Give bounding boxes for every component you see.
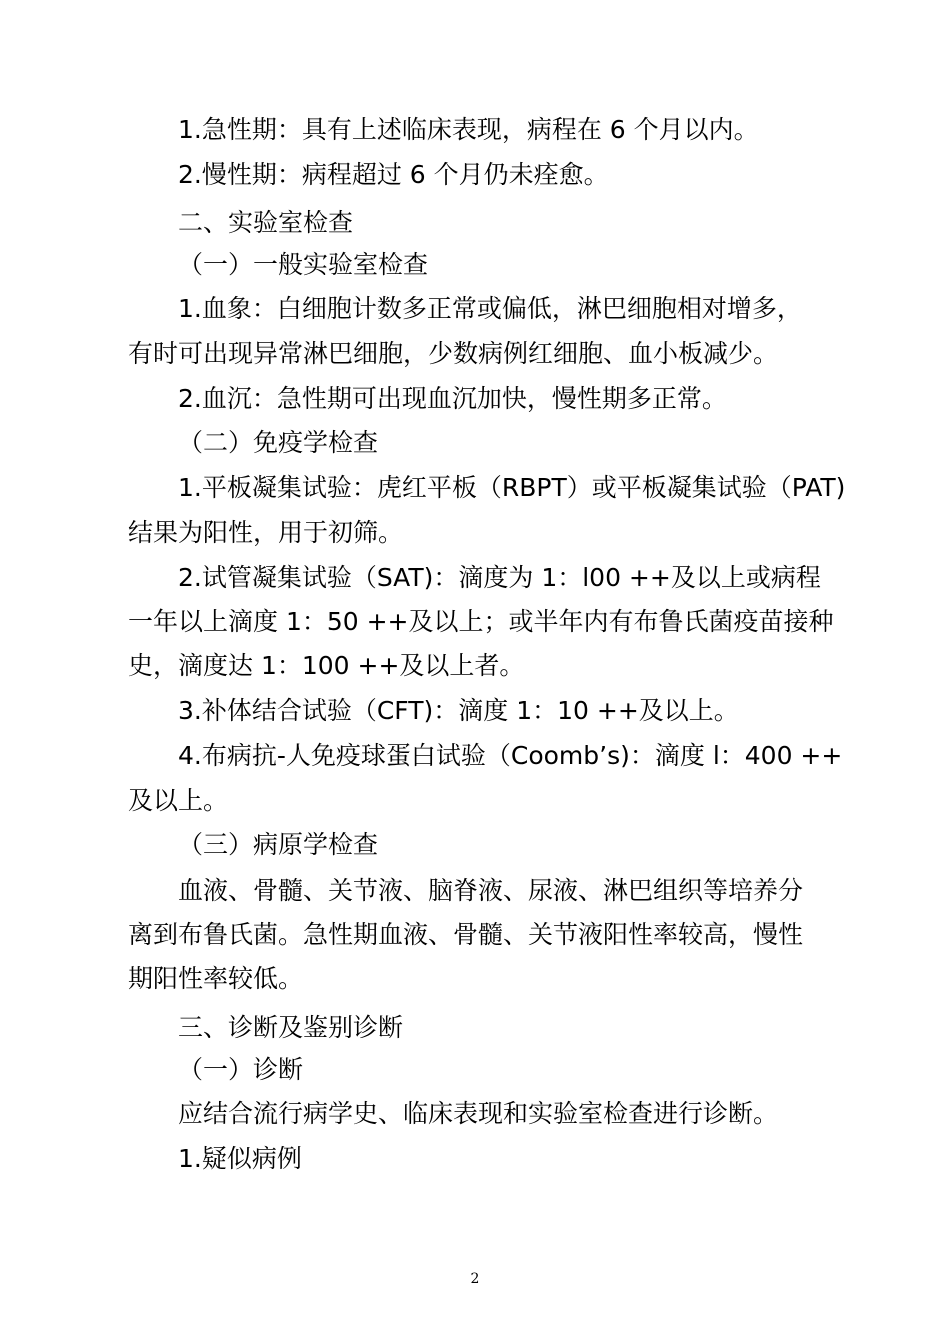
text-line-coombs-test-cont: 及以上。 — [128, 786, 229, 815]
page-number: 2 — [470, 1271, 480, 1287]
text-line-tube-agglutination-cont: 一年以上滴度 1：50 ++及以上；或半年内有布鲁氏菌疫苗接种 — [128, 607, 834, 636]
text-line-tube-agglutination-cont2: 史，滴度达 1：100 ++及以上者。 — [128, 651, 525, 680]
text-line-blood-picture: 1.血象：白细胞计数多正常或偏低，淋巴细胞相对增多， — [178, 294, 802, 323]
text-line-plate-agglutination-cont: 结果为阳性，用于初筛。 — [128, 518, 404, 547]
text-line-chronic-phase: 2.慢性期：病程超过 6 个月仍未痊愈。 — [178, 160, 609, 189]
text-line-culture: 血液、骨髓、关节液、脑脊液、尿液、淋巴组织等培养分 — [178, 876, 804, 905]
text-line-diagnosis-basis: 应结合流行病学史、临床表现和实验室检查进行诊断。 — [178, 1099, 779, 1128]
text-line-tube-agglutination: 2.试管凝集试验（SAT)：滴度为 1：l00 ++及以上或病程 — [178, 563, 821, 592]
text-line-culture-cont: 离到布鲁氏菌。急性期血液、骨髓、关节液阳性率较高，慢性 — [128, 920, 804, 949]
subsection-heading-general-lab: （一）一般实验室检查 — [178, 250, 429, 279]
text-line-culture-cont2: 期阳性率较低。 — [128, 964, 304, 993]
text-line-suspected-case: 1.疑似病例 — [178, 1144, 302, 1173]
text-line-blood-picture-cont: 有时可出现异常淋巴细胞，少数病例红细胞、血小板减少。 — [128, 339, 779, 368]
section-heading-lab-tests: 二、实验室检查 — [178, 208, 354, 237]
text-line-acute-phase: 1.急性期：具有上述临床表现，病程在 6 个月以内。 — [178, 115, 759, 144]
subsection-heading-immunology: （二）免疫学检查 — [178, 428, 379, 457]
text-line-coombs-test: 4.布病抗-人免疫球蛋白试验（Coomb’s)：滴度 l：400 ++ — [178, 741, 843, 770]
subsection-heading-diagnosis: （一）诊断 — [178, 1055, 304, 1084]
text-line-plate-agglutination: 1.平板凝集试验：虎红平板（RBPT）或平板凝集试验（PAT) — [178, 473, 846, 502]
text-line-complement-fixation: 3.补体结合试验（CFT)：滴度 1：10 ++及以上。 — [178, 696, 739, 725]
section-heading-diagnosis: 三、诊断及鉴别诊断 — [178, 1013, 404, 1042]
subsection-heading-etiology: （三）病原学检查 — [178, 830, 379, 859]
text-line-esr: 2.血沉：急性期可出现血沉加快，慢性期多正常。 — [178, 384, 727, 413]
